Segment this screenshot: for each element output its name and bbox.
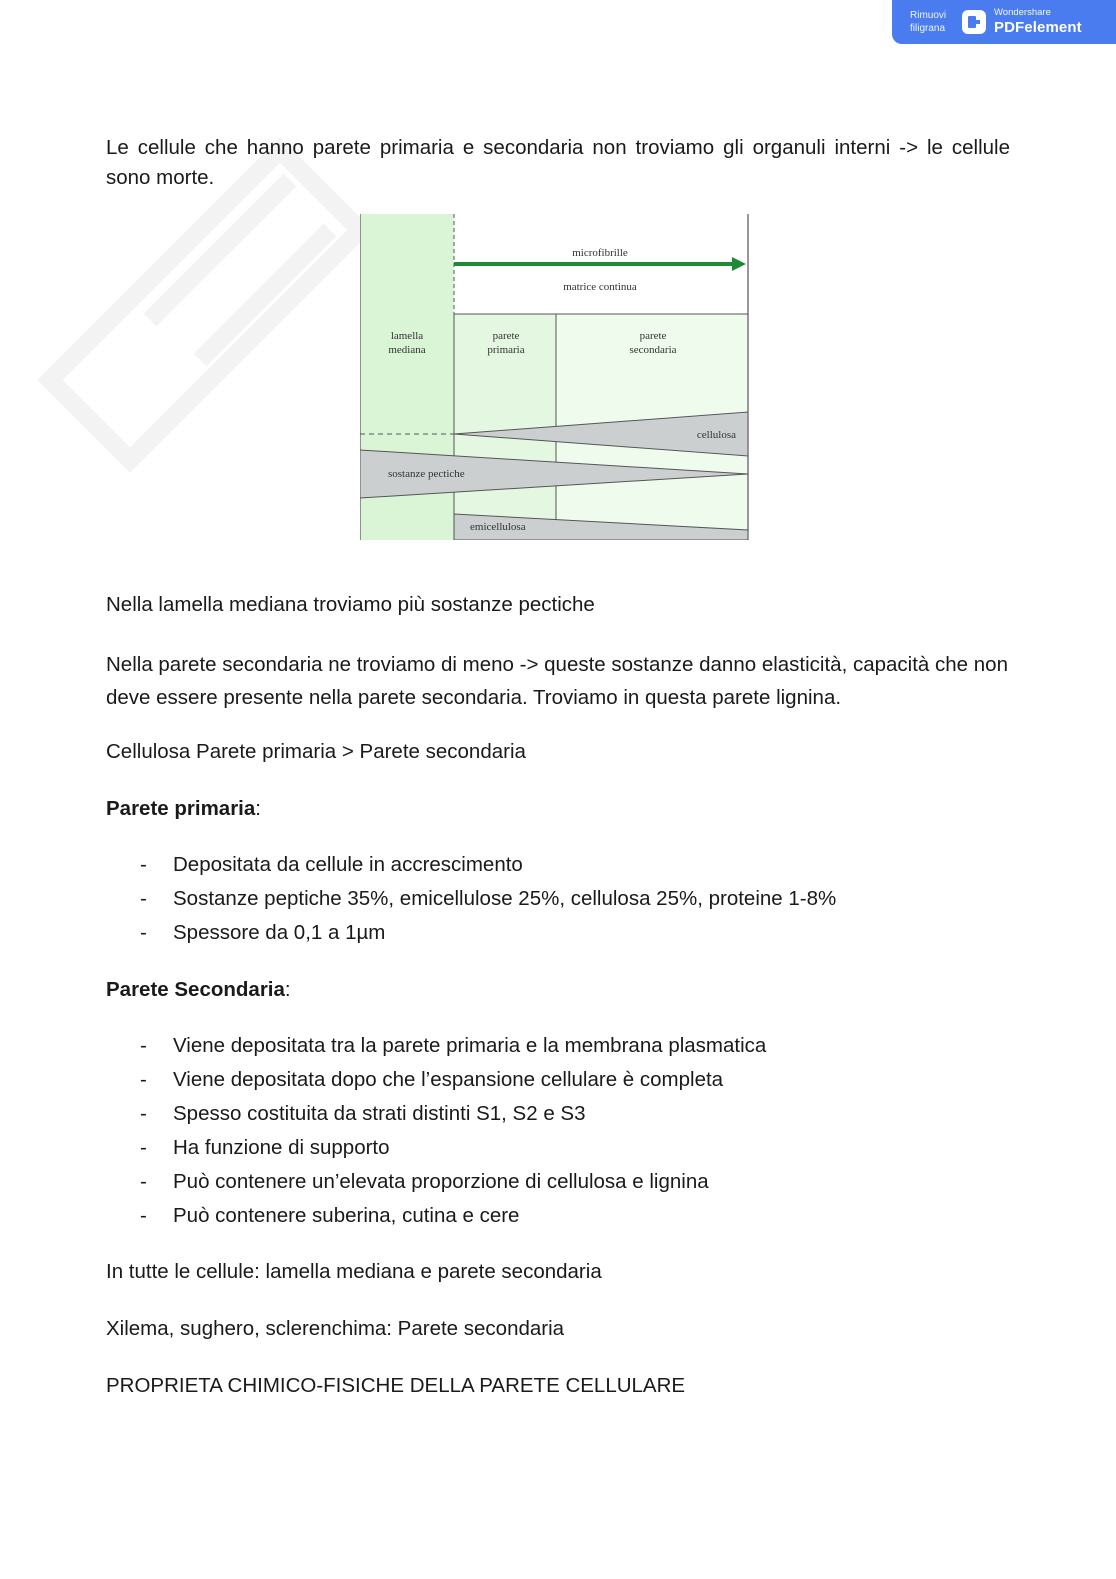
list-item: - Depositata da cellule in accrescimento (140, 853, 523, 876)
lamella-label-2: mediana (388, 344, 426, 356)
list-parete-primaria (106, 848, 836, 950)
cell-wall-diagram (360, 214, 750, 540)
paragraph-lamella: Nella lamella mediana troviamo più sostanze pectiche (106, 593, 595, 616)
remove-watermark-label: Rimuovi filigrana (910, 10, 947, 34)
primaria-label-1: parete (492, 330, 520, 342)
heading-parete-secondaria: Parete Secondaria: (106, 978, 291, 1001)
list-item: - Viene depositata dopo che l’espansione cellulare è completa (140, 1068, 724, 1091)
secondaria-label-1: parete (639, 330, 667, 342)
microfibrille-arrowhead (732, 257, 746, 271)
matrice-label: matrice continua (563, 281, 637, 293)
paragraph-xilema: Xilema, sughero, sclerenchima: Parete secondaria (106, 1317, 565, 1340)
primaria-label-2: primaria (487, 344, 525, 356)
pdfelement-logo-icon (962, 10, 986, 34)
lamella-label-1: lamella (390, 330, 424, 342)
list-item: - Viene depositata tra la parete primaria e la membrana plasmatica (140, 1034, 767, 1057)
list-item: - Può contenere un’elevata proporzione di cellulosa e lignina (140, 1170, 709, 1193)
paragraph-secondaria: Nella parete secondaria ne troviamo di meno -> queste sostanze danno elasticità, capacità che non deve essere presente nella parete secondaria. Troviamo in questa parete lignina. (106, 653, 1008, 709)
list-item: - Ha funzione di supporto (140, 1136, 390, 1159)
list-parete-secondaria (106, 1029, 766, 1233)
list-item: - Spesso costituita da strati distinti S1, S2 e S3 (140, 1102, 586, 1125)
emicellulosa-label: emicellulosa (470, 521, 526, 533)
brand-name: Wondershare PDFelement (994, 7, 1082, 36)
paragraph-tutte-cellule: In tutte le cellule: lamella mediana e parete secondaria (106, 1260, 602, 1283)
section-title-proprieta: PROPRIETA CHIMICO-FISICHE DELLA PARETE CELLULARE (106, 1374, 686, 1397)
intro-paragraph: Le cellule che hanno parete primaria e secondaria non troviamo gli organuli interni -> le cellule sono morte. (106, 136, 1010, 189)
list-item: - Può contenere suberina, cutina e cere (140, 1204, 520, 1227)
secondaria-label-2: secondaria (629, 344, 677, 356)
paragraph-cellulosa: Cellulosa Parete primaria > Parete secondaria (106, 740, 526, 763)
cellulosa-label: cellulosa (696, 429, 736, 441)
sostanze-pectiche-label: sostanze pectiche (388, 468, 465, 480)
list-item: - Sostanze peptiche 35%, emicellulose 25%, cellulosa 25%, proteine 1-8% (140, 887, 837, 910)
list-item: - Spessore da 0,1 a 1µm (140, 921, 386, 944)
remove-watermark-badge[interactable] (892, 0, 1116, 44)
microfibrille-label: microfibrille (572, 247, 628, 259)
heading-parete-primaria: Parete primaria: (106, 797, 261, 820)
